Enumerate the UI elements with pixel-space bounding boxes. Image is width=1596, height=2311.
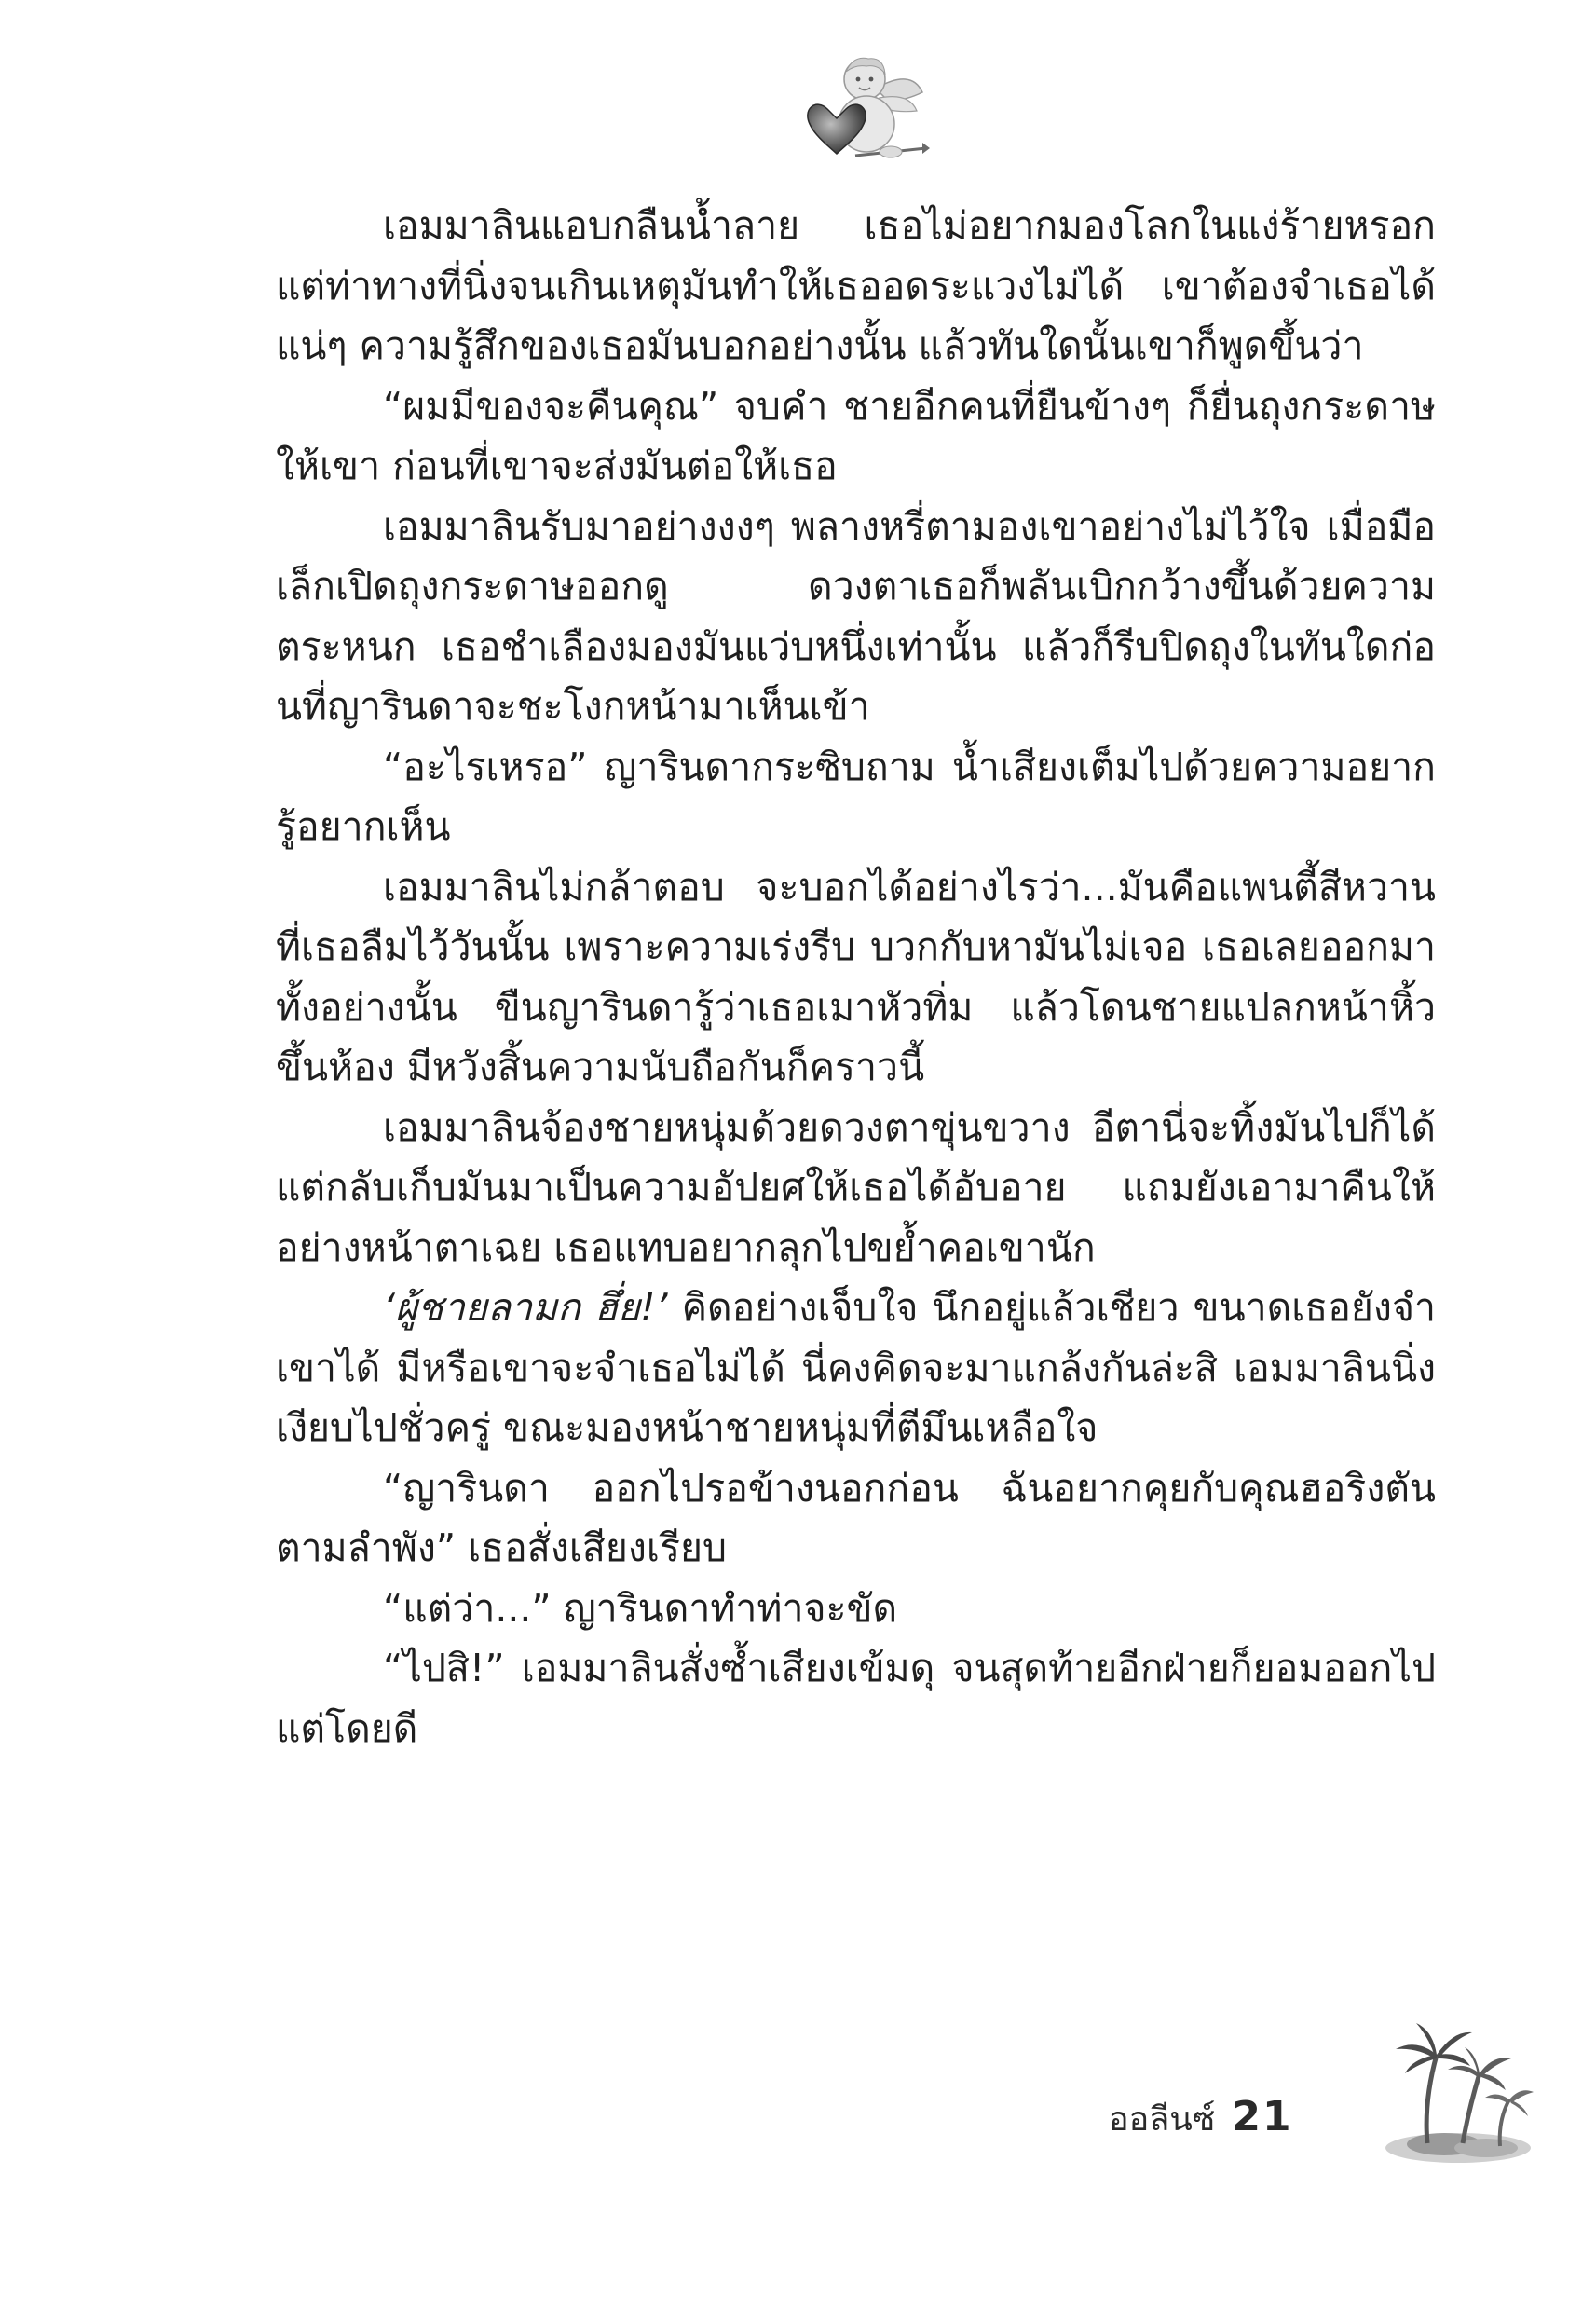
paragraph: ‘ผู้ชายลามก ฮึ่ย!’ คิดอย่างเจ็บใจ นึกอยู่แล้วเชียว ขนาดเธอยังจำเขาได้ มีหรือเขาจะจำเธอไม่ได้ นี่คงคิดจะมาแกล้งกันล่ะสิ เอมมาลินนิ่งเงียบไปชั่วครู่ ขณะมองหน้าชายหนุ่มที่ตีมึนเหลือใจ: [276, 1285, 1436, 1450]
paragraph: “แต่ว่า...” ญารินดาทำท่าจะขัด: [383, 1585, 898, 1631]
paragraph: “ไปสิ!” เอมมาลินสั่งซ้ำเสียงเข้มดุ จนสุดท้ายอีกฝ่ายก็ยอมออกไปแต่โดยดี: [276, 1646, 1436, 1751]
palm-tree-island-icon: [1379, 2017, 1537, 2167]
cherub-holding-heart-icon: [799, 51, 930, 168]
running-title: ออลีนซ์: [1109, 2100, 1216, 2139]
paragraph: เอมมาลินจ้องชายหนุ่มด้วยดวงตาขุ่นขวาง อีตานี่จะทิ้งมันไปก็ได้ แต่กลับเก็บมันมาเป็นความอัปยศให้เธอได้อับอาย แถมยังเอามาคืนให้อย่างหน้าตาเฉย เธอแทบอยากลุกไปขย้ำคอเขานัก: [276, 1104, 1436, 1270]
paragraph: เอมมาลินไม่กล้าตอบ จะบอกได้อย่างไรว่า...มันคือแพนตี้สีหวานที่เธอลืมไว้วันนั้น เพราะความเร่งรีบ บวกกับหามันไม่เจอ เธอเลยออกมาทั้งอย่างนั้น ขืนญารินดารู้ว่าเธอเมาหัวทิ่ม แล้วโดนชายแปลกหน้าหิ้วขึ้นห้อง มีหวังสิ้นความนับถือกันก็คราวนี้: [276, 864, 1436, 1089]
paragraph: “ผมมีของจะคืนคุณ” จบคำ ชายอีกคนที่ยืนข้างๆ ก็ยื่นถุงกระดาษให้เขา ก่อนที่เขาจะส่งมันต่อให้เธอ: [276, 383, 1436, 488]
paragraph: “ญารินดา ออกไปรอข้างนอกก่อน ฉันอยากคุยกับคุณฮอริงตันตามลำพัง” เธอสั่งเสียงเรียบ: [276, 1465, 1436, 1570]
body-text: [276, 196, 1436, 1758]
paragraph: เอมมาลินแอบกลืนน้ำลาย เธอไม่อยากมองโลกในแง่ร้ายหรอก แต่ท่าทางที่นิ่งจนเกินเหตุมันทำให้เธออดระแวงไม่ได้ เขาต้องจำเธอได้แน่ๆ ความรู้สึกของเธอมันบอกอย่างนั้น แล้วทันใดนั้นเขาก็พูดขึ้นว่า: [276, 203, 1436, 368]
page-number: 21: [1232, 2093, 1293, 2140]
paragraph: “อะไรเหรอ” ญารินดากระซิบถาม น้ำเสียงเต็มไปด้วยความอยากรู้อยากเห็น: [276, 744, 1436, 849]
page-footer: [1109, 2092, 1293, 2148]
inner-thought-text: ‘ผู้ชายลามก ฮึ่ย!’: [383, 1285, 668, 1330]
paragraph: เอมมาลินรับมาอย่างงงๆ พลางหรี่ตามองเขาอย่างไม่ไว้ใจ เมื่อมือเล็กเปิดถุงกระดาษออกดู ดวงตาเธอก็พลันเบิกกว้างขึ้นด้วยความตระหนก เธอชำเลืองมองมันแว่บหนึ่งเท่านั้น แล้วก็รีบปิดถุงในทันใดก่อนที่ญารินดาจะชะโงกหน้ามาเห็นเข้า: [276, 503, 1436, 729]
